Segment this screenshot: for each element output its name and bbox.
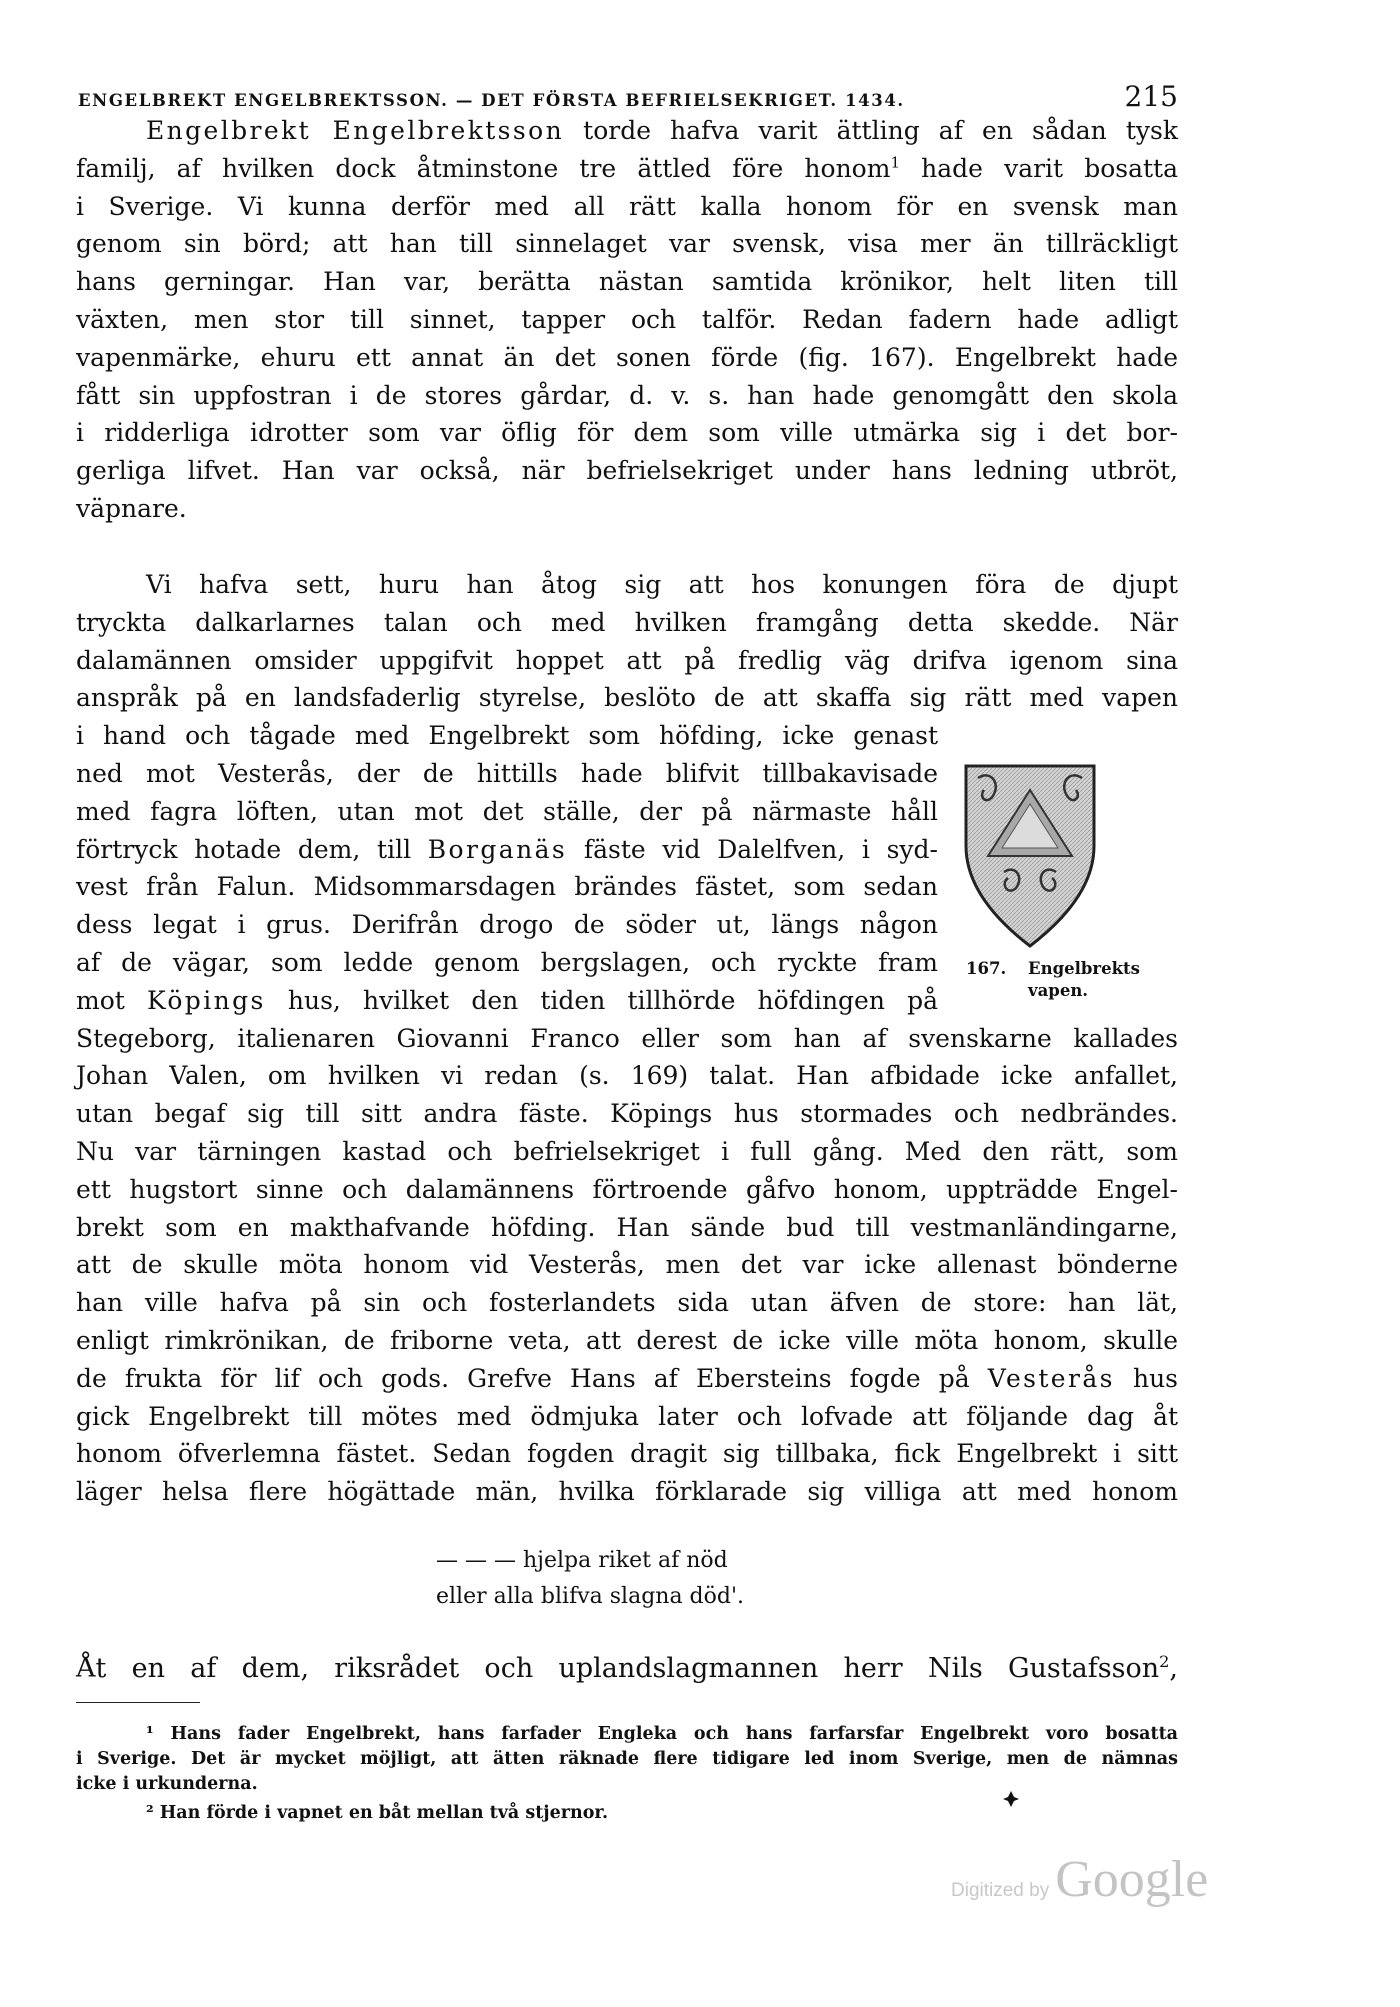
text-line: läger helsa flere högättade män, hvilka förklarade sig villiga att med honom [76,1477,1178,1507]
verse-line: eller alla blifva slagna död'. [436,1584,745,1609]
text-line: han ville hafva på sin och fosterlandets sida utan äfven de store: han lät, [76,1288,1178,1318]
text-segment: Han förde i vapnet en båt mellan två stjernor. [159,1803,609,1823]
text-line: gerliga lifvet. Han var också, när befrielsekriget under hans ledning utbröt, [76,456,1178,486]
figure-number: 167. [966,959,1007,978]
text-line: enligt rimkrönikan, de friborne veta, att derest de icke ville möta honom, skulle [76,1325,1178,1355]
footnote-line [76,1722,1178,1747]
text-line: vapenmärke, ehuru ett annat än det sonen förde (fig. 167). Engelbrekt hade [76,342,1178,372]
text-segment: familj, af hvilken dock åtminstone tre ättled före honom [76,153,891,183]
footnotes [76,1722,1178,1826]
text-line: tryckta dalkarlarnes talan och med hvilken framgång detta skedde. När [76,607,1178,637]
text-segment: hade varit bosatta [900,153,1179,183]
caption-text: vapen. [1028,981,1089,1000]
running-title: ENGELBREKT ENGELBREKTSSON. — DET FÖRSTA BEFRIELSEKRIGET. 1434. [78,91,905,110]
text-line: utan begaf sig till sitt andra fäste. Köpings hus stormades och nedbrändes. [76,1099,1178,1129]
figure-caption [966,958,1196,1002]
text-segment: , [1169,1653,1178,1684]
text-line: Vi hafva sett, huru han åtog sig att hos konungen föra de djupt [146,570,1178,599]
verse-line: — — — hjelpa riket af nöd [436,1548,728,1573]
text-line: i Sverige. Vi kunna derför med all rätt kalla honom för en svensk man [76,191,1178,221]
text-segment: Hans fader Engelbrekt, hans farfader Engleka och hans farfarsfar Engelbrekt voro bosatta [170,1724,1178,1744]
text-line [76,1360,1178,1398]
paragraph-1 [76,112,1178,528]
footnote-line: i Sverige. Det är mycket möjligt, att ätten räknade flere tidigare led inom Sverige, men de nämnas [76,1749,1178,1769]
text-line: hans gerningar. Han var, berätta nästan samtida krönikor, helt liten till [76,267,1178,297]
ink-mark-icon [1002,1790,1020,1808]
text-line: i ridderliga idrotter som var öflig för dem som ville utmärka sig i det bor- [76,418,1178,448]
text-line: anspråk på en landsfaderlig styrelse, beslöto de att skaffa sig rätt med vapen [76,683,1178,713]
text-line: ett hugstort sinne och dalamännens förtroende gåfvo honom, uppträdde Engel- [76,1174,1178,1204]
spaced-name: Borganäs [427,834,568,864]
footnote-ref-2: 2 [1159,1652,1170,1671]
text-line: genom sin börd; att han till sinnelaget var svensk, visa mer än tillräckligt [76,229,1178,259]
text-segment: de frukta för lif och gods. Grefve Hans af Ebersteins fogde på [76,1363,970,1393]
text-line: af de vägar, som ledde genom bergslagen, och ryckte fram [76,947,938,977]
watermark-prefix: Digitized by [951,1880,1050,1901]
text-line: gick Engelbrekt till mötes med ödmjuka later och lofvade att följande dag åt [76,1401,1178,1431]
text-segment: mot [76,985,147,1015]
text-line [76,150,1178,188]
text-line: ned mot Vesterås, der de hittills hade blifvit tillbakavisade [76,758,938,788]
text-line: Johan Valen, om hvilken vi redan (s. 169) talat. Han afbidade icke anfallet, [76,1061,1178,1091]
text-line: att de skulle möta honom vid Vesterås, men det var icke allenast bönderne [76,1250,1178,1280]
figure-167-coat-of-arms [960,760,1180,950]
text-line: med fagra löften, utan mot det ställe, der på närmaste håll [76,796,938,826]
footnote-1 [76,1722,1178,1797]
text-line: väpnare. [76,493,187,523]
spaced-name: Engelbrekt Engelbrektsson [146,116,565,145]
spaced-name: Köpings [146,985,266,1015]
text-line: dalamännen omsider uppgifvit hoppet att på fredlig väg drifva igenom sina [76,645,1178,675]
running-header [78,80,1178,113]
closing-line [76,1650,1178,1688]
paragraph-2 [76,566,1178,1511]
text-segment: hus, hvilket den tiden tillhörde höfdingen på [265,985,938,1015]
page-number: 215 [1124,80,1178,113]
caption-text: Engelbrekts [1028,959,1140,978]
digitized-watermark [951,1850,1208,1909]
text-line: växten, men stor till sinnet, tapper och talför. Redan fadern hade adligt [76,304,1178,334]
verse-quotation [436,1543,836,1615]
text-line: fått sin uppfostran i de stores gårdar, d. v. s. han hade genomgått den skola [76,380,1178,410]
text-line: Nu var tärningen kastad och befrielsekriget i full gång. Med den rätt, som [76,1136,1178,1166]
text-line [76,982,938,1020]
text-segment: hus [1114,1363,1179,1393]
footnote-line: icke i urkunderna. [76,1774,258,1794]
text-segment: torde hafva varit ättling af en sådan tysk [564,116,1179,145]
text-line: Stegeborg, italienaren Giovanni Franco eller som han af svenskarne kallades [76,1023,1178,1053]
text-line [76,112,1178,150]
text-segment: förtryck hotade dem, till [76,834,428,864]
text-line: brekt som en makthafvande höfding. Han sände bud till vestmanländingarne, [76,1212,1178,1242]
text-line: i hand och tågade med Engelbrekt som höfding, icke genast [76,721,938,751]
text-line: vest från Falun. Midsommarsdagen brändes fästet, som sedan [76,872,938,902]
text-line [76,831,938,869]
text-segment: Åt en af dem, riksrådet och uplandslagmannen herr Nils Gustafsson [76,1653,1160,1684]
text-segment: fäste vid Dalelfven, i syd- [567,834,938,864]
footnote-marker: ² [146,1803,154,1823]
google-logo: Google [1055,1851,1209,1908]
text-line: honom öfverlemna fästet. Sedan fogden dragit sig tillbaka, fick Engelbrekt i sitt [76,1439,1178,1469]
footnote-marker: ¹ [146,1724,154,1744]
footnote-divider [76,1702,200,1703]
shield-illustration [960,760,1100,950]
text-line: dess legat i grus. Derifrån drogo de söder ut, längs någon [76,910,938,940]
spaced-name: Vesterås [987,1363,1115,1393]
footnote-ref-1: 1 [890,153,900,172]
